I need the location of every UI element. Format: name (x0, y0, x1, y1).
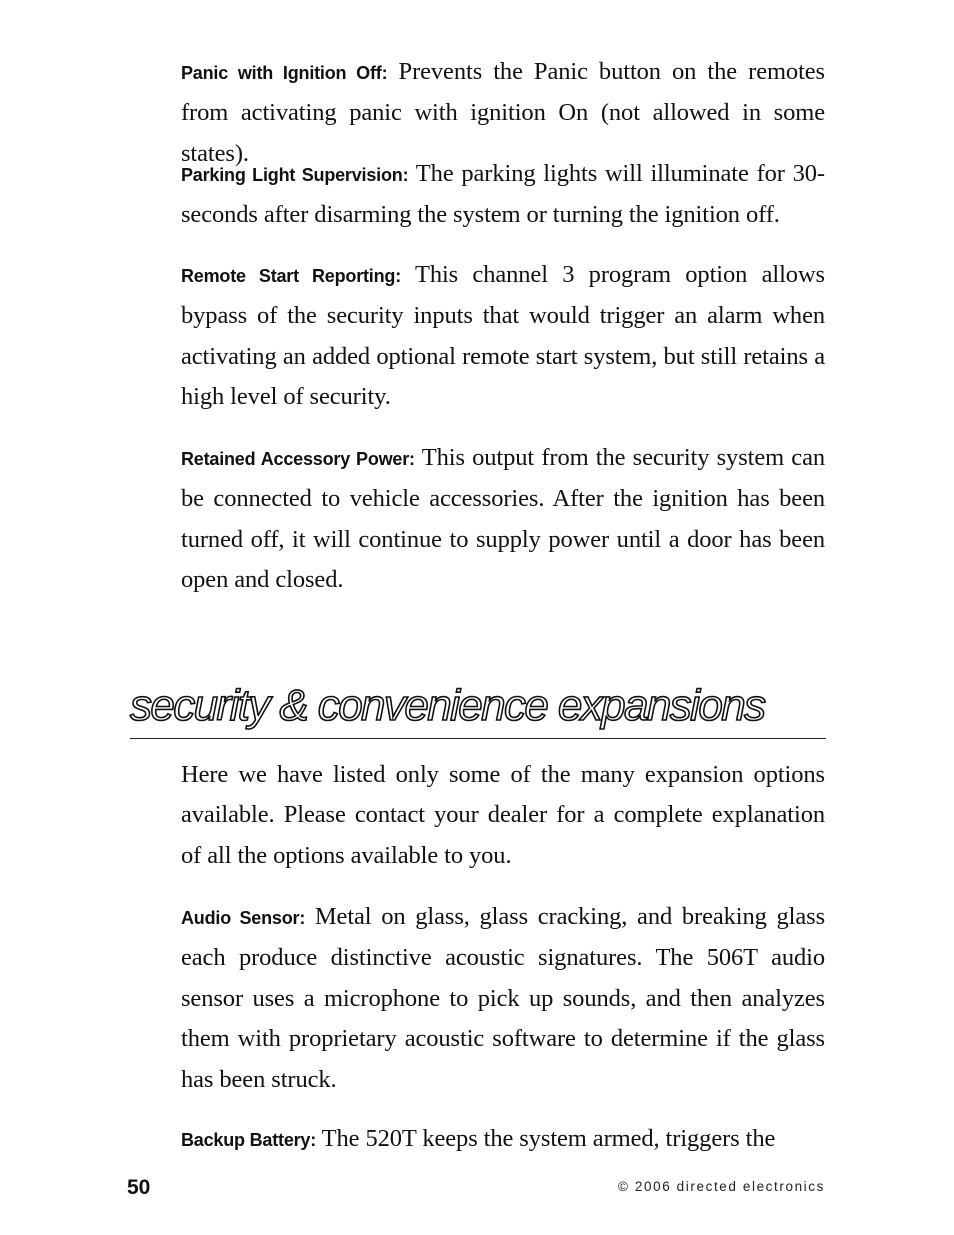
feature-term: Remote Start Reporting (181, 266, 396, 286)
expansion-description: Metal on glass, glass cracking, and breaking glass each produce distinctive acoustic signatures. The 506T audio sensor uses a microphone to pick up sounds, and then analyzes them with proprietary acoustic software to determine if the glass has been struck. (181, 903, 826, 1093)
heading-underline-divider (130, 738, 826, 739)
expansion-term: Audio Sensor: (181, 908, 306, 928)
expansion-audio-sensor (181, 897, 825, 1100)
feature-retained-accessory-power (181, 438, 825, 601)
feature-term: Parking Light Supervision (181, 165, 403, 185)
feature-description: This output from the security system can be connected to vehicle accessories. After the ignition has been turned off, it will continue to supply power until a door has been open and closed. (181, 444, 825, 594)
expansion-backup-battery (181, 1119, 825, 1160)
term-separator: : (402, 165, 409, 185)
section-intro: Here we have listed only some of the many expansion options available. Please contact your dealer for a complete explanation of all the options available to you. (181, 761, 825, 869)
term-separator: : (409, 449, 415, 469)
feature-description: The parking lights will illuminate for 30-seconds after disarming the system or turning the ignition off. (181, 160, 825, 229)
feature-term: Retained Accessory Power (181, 449, 410, 469)
copyright-notice: © 2006 directed electronics (618, 1179, 825, 1194)
feature-remote-start-reporting (181, 255, 825, 418)
page-number: 50 (127, 1176, 151, 1199)
term-separator: : (395, 266, 402, 286)
term-separator: : (381, 63, 388, 83)
feature-parking-light-supervision (181, 154, 825, 236)
expansion-description: The 520T keeps the system armed, triggers the (316, 1125, 776, 1152)
feature-term: Panic with Ignition Off (181, 63, 382, 83)
feature-description: This channel 3 program option allows bypass of the security inputs that would trigger an alarm when activating an added optional remote start system, but still retains a high level of security. (181, 261, 825, 411)
expansion-term: Backup Battery: (181, 1130, 317, 1150)
feature-description: Prevents the Panic button on the remotes from activating panic with ignition On (not allowed in some states). (181, 58, 825, 167)
section-heading: security & convenience expansions (130, 681, 765, 730)
